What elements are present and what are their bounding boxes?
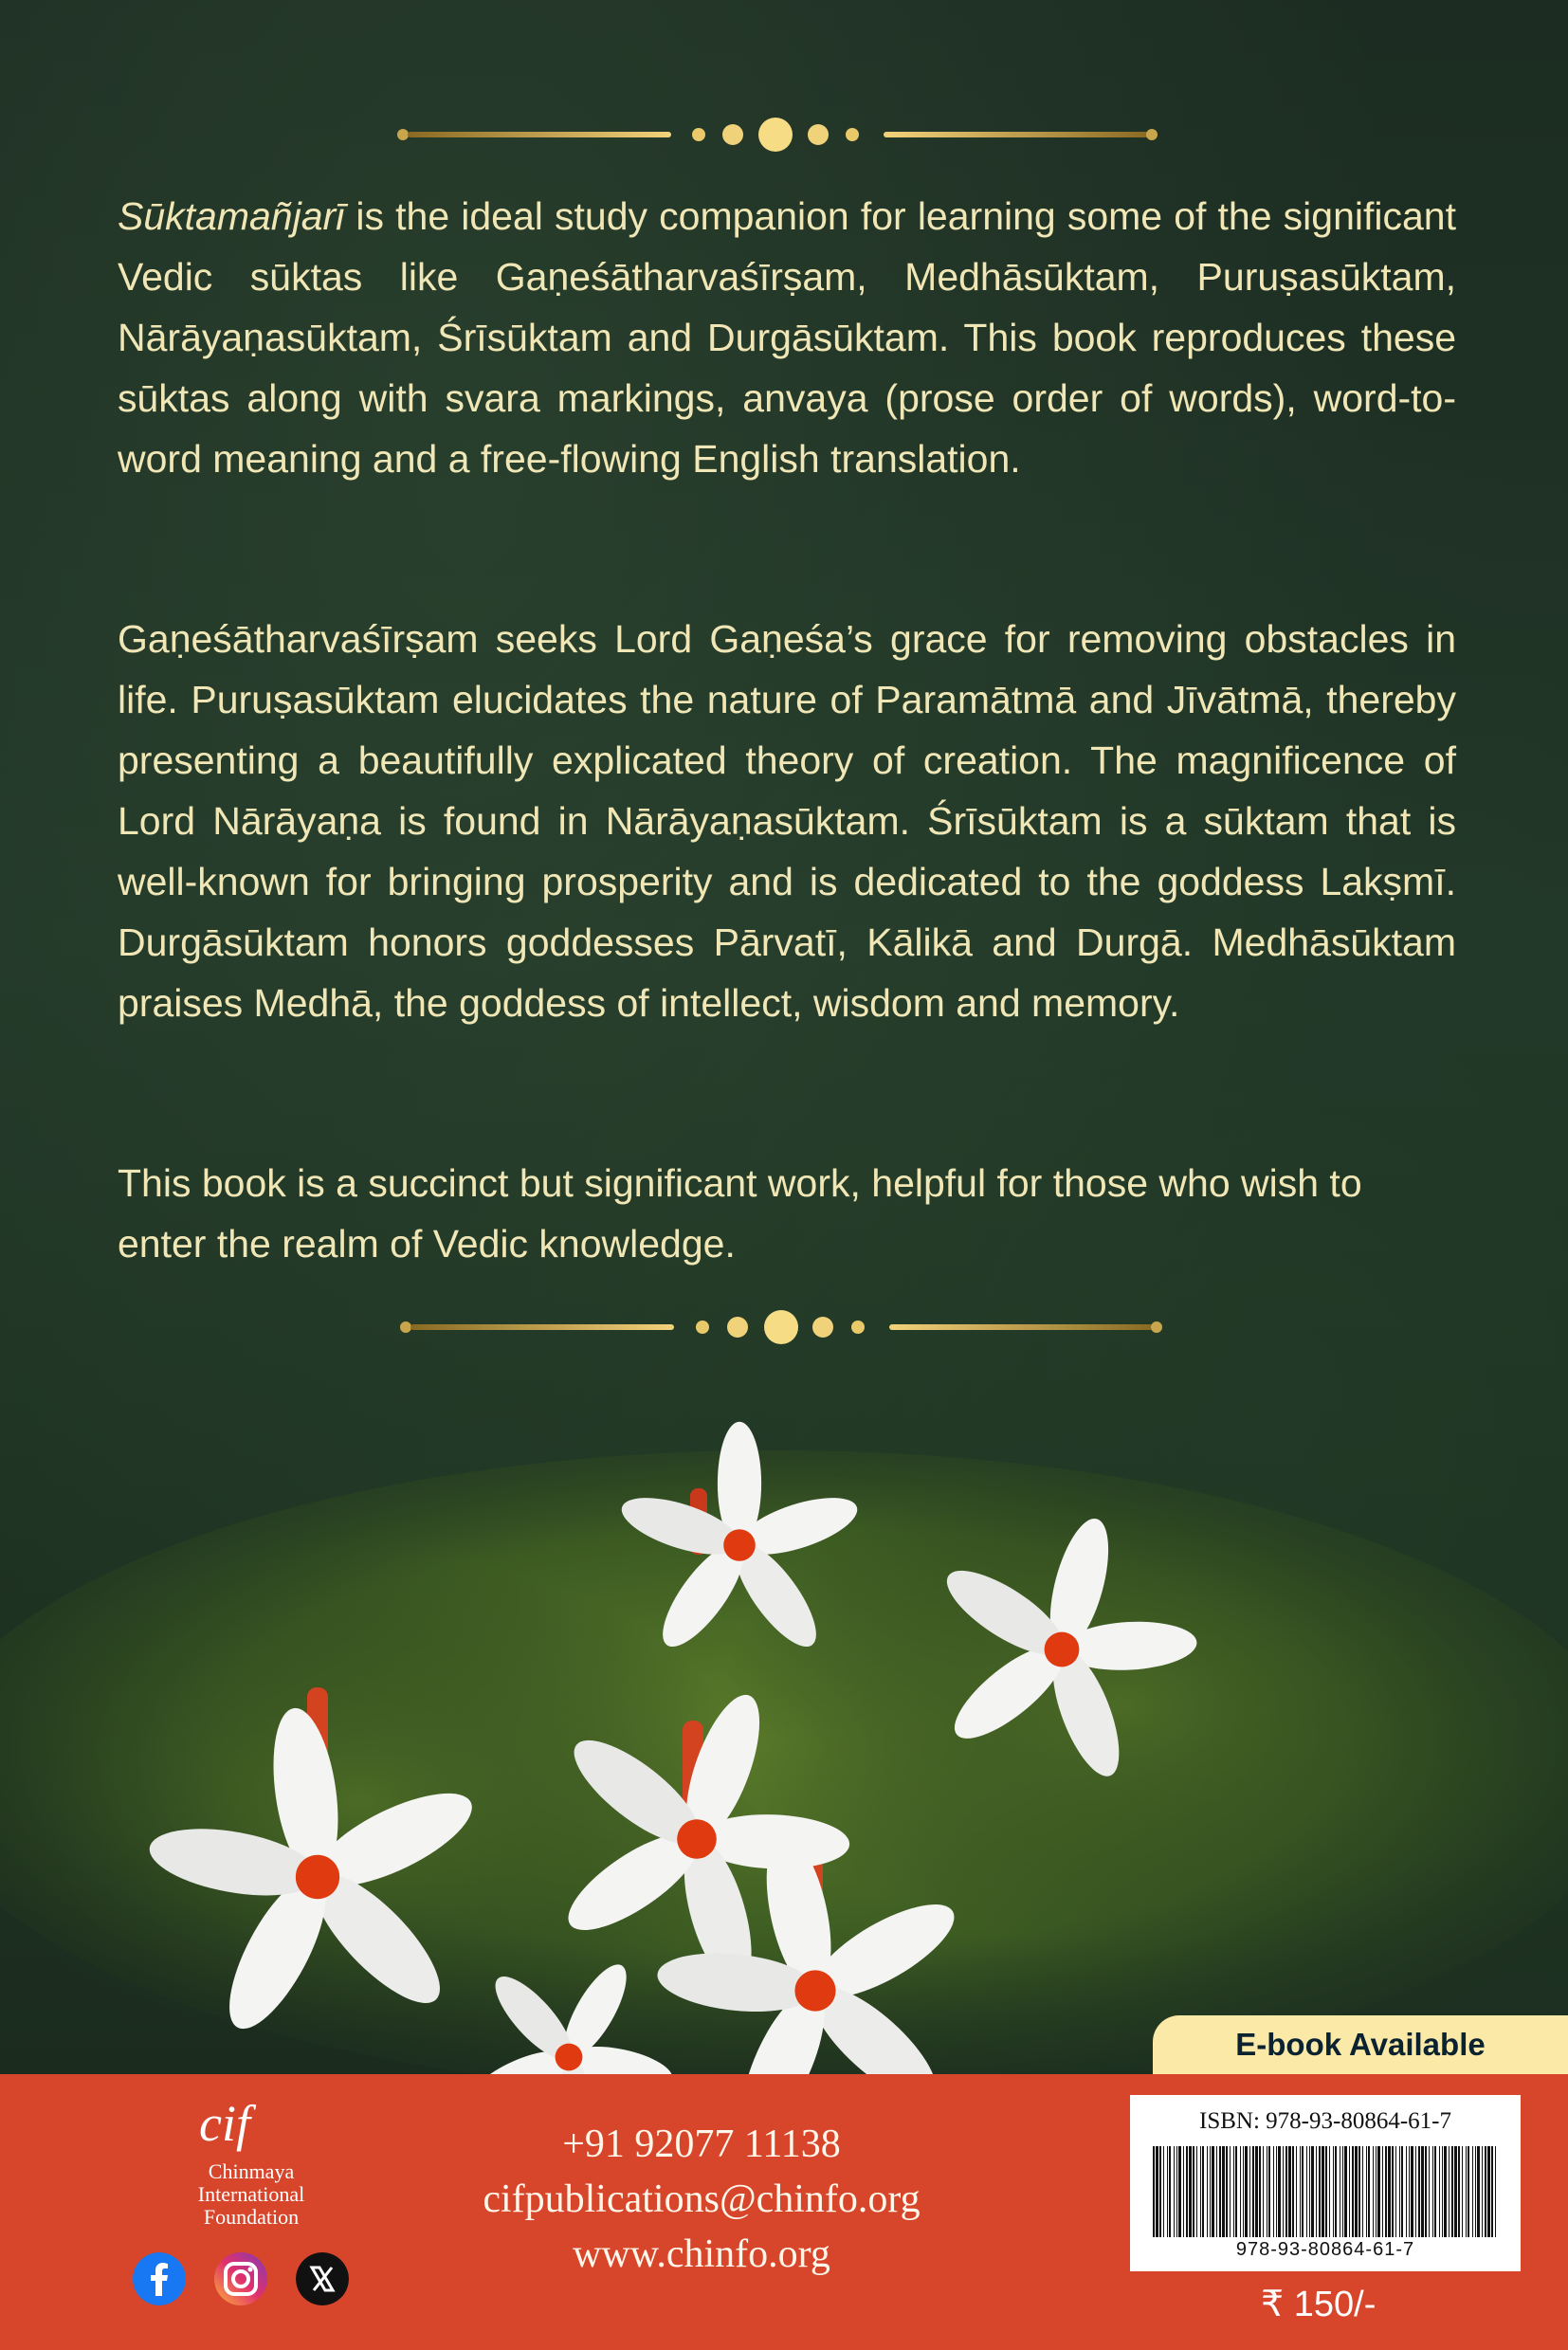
barcode-bar xyxy=(1259,2146,1261,2237)
barcode-bar xyxy=(1429,2146,1430,2237)
barcode-bar xyxy=(1368,2146,1370,2237)
barcode-bar xyxy=(1421,2146,1424,2237)
barcode-bar xyxy=(1174,2146,1175,2237)
barcode-bar xyxy=(1432,2146,1433,2237)
barcode-bar xyxy=(1176,2146,1177,2237)
barcode-bar xyxy=(1418,2146,1420,2237)
barcode-bar xyxy=(1454,2146,1457,2237)
barcode-bar xyxy=(1401,2146,1403,2237)
barcode-bar xyxy=(1311,2146,1314,2237)
barcode-bar xyxy=(1352,2146,1354,2237)
barcode-bar xyxy=(1207,2146,1208,2237)
barcode-bar xyxy=(1316,2146,1317,2237)
barcode-bar xyxy=(1333,2146,1334,2237)
barcode-bar xyxy=(1233,2146,1234,2237)
barcode-bar xyxy=(1485,2146,1486,2237)
barcode-bar xyxy=(1376,2146,1377,2237)
barcode-bar xyxy=(1230,2146,1231,2237)
barcode-bar xyxy=(1466,2146,1467,2237)
barcode-bar xyxy=(1366,2146,1367,2237)
barcode-bar xyxy=(1153,2146,1155,2237)
chinmaya-international-foundation-logo xyxy=(142,2093,360,2235)
barcode-bar xyxy=(1219,2146,1221,2237)
barcode-bar xyxy=(1468,2146,1469,2237)
blurb-paragraph-2: Gaṇeśātharvaśīrṣam seeks Lord Gaṇeśa’s grace for removing obstacles in life. Puruṣasūktam elucidates the nature of Paramātmā and Jīvātmā, thereby presenting a beautifully explicated theory of creation. The magnificence of Lord Nārāyaṇa is found in Nārāyaṇasūktam. Śrīsūktam is a sūktam that is well-known for bringing prosperity and is dedicated to the goddess Lakṣmī. Durgāsūktam honors goddesses Pārvatī, Kālikā and Durgā. Medhāsūktam praises Medhā, the goddess of intellect, wisdom and memory. xyxy=(118,617,1456,1025)
barcode-bar xyxy=(1200,2146,1201,2237)
contact-phone: +91 92077 11138 xyxy=(562,2122,841,2166)
barcode-bar xyxy=(1300,2146,1301,2237)
barcode-bar xyxy=(1409,2146,1410,2237)
blurb-paragraph-3: This book is a succinct but significant work, helpful for those who wish to enter the realm of Vedic knowledge. xyxy=(118,1161,1362,1266)
barcode-bar xyxy=(1252,2146,1254,2237)
barcode-bar xyxy=(1342,2146,1343,2237)
barcode-bar xyxy=(1319,2146,1321,2237)
barcode-bar xyxy=(1276,2146,1277,2237)
barcode-bar xyxy=(1283,2146,1284,2237)
barcode xyxy=(1149,2146,1502,2237)
barcode-bar xyxy=(1477,2146,1480,2237)
barcode-bar xyxy=(1273,2146,1274,2237)
barcode-bar xyxy=(1325,2146,1327,2237)
instagram-icon[interactable] xyxy=(214,2252,267,2305)
barcode-bar xyxy=(1186,2146,1188,2237)
logo-line-2: International xyxy=(197,2182,305,2206)
barcode-bar xyxy=(1189,2146,1192,2237)
barcode-bar xyxy=(1487,2146,1490,2237)
barcode-bar xyxy=(1202,2146,1204,2237)
barcode-bar xyxy=(1288,2146,1291,2237)
barcode-bar xyxy=(1163,2146,1164,2237)
logo-line-1: Chinmaya xyxy=(208,2159,295,2183)
barcode-bar xyxy=(1358,2146,1360,2237)
barcode-bar xyxy=(1406,2146,1407,2237)
barcode-bar xyxy=(1183,2146,1184,2237)
barcode-bar xyxy=(1243,2146,1244,2237)
blurb-paragraph-1 xyxy=(118,186,1456,489)
barcode-bar xyxy=(1415,2146,1416,2237)
isbn-barcode-box xyxy=(1130,2095,1521,2271)
barcode-bar xyxy=(1451,2146,1453,2237)
logo-line-3: Foundation xyxy=(203,2205,300,2229)
barcode-bar xyxy=(1362,2146,1363,2237)
barcode-bar xyxy=(1193,2146,1194,2237)
barcode-bar xyxy=(1159,2146,1161,2237)
barcode-bar xyxy=(1296,2146,1297,2237)
barcode-bar xyxy=(1377,2146,1380,2237)
barcode-bar xyxy=(1216,2146,1217,2237)
barcode-bar xyxy=(1167,2146,1168,2237)
barcode-bar xyxy=(1285,2146,1287,2237)
barcode-bar xyxy=(1306,2146,1307,2237)
barcode-bar xyxy=(1226,2146,1228,2237)
barcode-bar xyxy=(1212,2146,1214,2237)
barcode-bar xyxy=(1388,2146,1391,2237)
barcode-bar xyxy=(1355,2146,1358,2237)
barcode-bar xyxy=(1263,2146,1264,2237)
contact-website[interactable]: www.chinfo.org xyxy=(573,2232,830,2276)
top-ornament xyxy=(0,116,1568,154)
barcode-bar xyxy=(1458,2146,1460,2237)
barcode-bar xyxy=(1210,2146,1211,2237)
barcode-bar xyxy=(1491,2146,1493,2237)
barcode-bar xyxy=(1373,2146,1374,2237)
barcode-bar xyxy=(1178,2146,1181,2237)
barcode-bar xyxy=(1395,2146,1396,2237)
barcode-bar xyxy=(1322,2146,1324,2237)
barcode-bar xyxy=(1278,2146,1281,2237)
bottom-ornament xyxy=(0,1308,1568,1346)
facebook-icon[interactable] xyxy=(133,2252,186,2305)
ebook-available-badge: E-book Available xyxy=(1153,2015,1568,2074)
barcode-bar xyxy=(1392,2146,1394,2237)
barcode-bar xyxy=(1495,2146,1496,2237)
barcode-bar xyxy=(1302,2146,1304,2237)
isbn-number: 978-93-80864-61-7 xyxy=(1235,2239,1415,2260)
barcode-bar xyxy=(1399,2146,1400,2237)
blurb-paragraph-1-text: is the ideal study companion for learning some of the significant Vedic sūktas like Gaṇeśātharvaśīrṣam, Medhāsūktam, Puruṣasūktam, Nārāyaṇasūktam, Śrīsūktam and Durgāsūktam. This book reproduces these sūktas along with svara markings, anvaya (prose order of words), word-to-word meaning and a free-flowing English translation. xyxy=(118,194,1456,481)
x-icon[interactable] xyxy=(296,2252,349,2305)
barcode-bar xyxy=(1169,2146,1171,2237)
barcode-bar xyxy=(1335,2146,1337,2237)
price: ₹ 150/- xyxy=(1261,2285,1377,2324)
barcode-bar xyxy=(1439,2146,1440,2237)
barcode-bar xyxy=(1249,2146,1250,2237)
barcode-bar xyxy=(1349,2146,1350,2237)
barcode-bar xyxy=(1292,2146,1294,2237)
barcode-bar xyxy=(1240,2146,1241,2237)
barcode-bar xyxy=(1156,2146,1158,2237)
barcode-bar xyxy=(1385,2146,1387,2237)
barcode-bar xyxy=(1475,2146,1476,2237)
flowers-on-moss-photo xyxy=(0,1394,1568,2076)
contact-email[interactable]: cifpublications@chinfo.org xyxy=(483,2177,921,2221)
barcode-bar xyxy=(1425,2146,1427,2237)
barcode-bar xyxy=(1444,2146,1447,2237)
isbn-label: ISBN: 978-93-80864-61-7 xyxy=(1199,2108,1451,2134)
barcode-bar xyxy=(1411,2146,1413,2237)
barcode-bar xyxy=(1255,2146,1258,2237)
barcode-bar xyxy=(1196,2146,1197,2237)
barcode-bar xyxy=(1235,2146,1237,2237)
barcode-bar xyxy=(1472,2146,1473,2237)
barcode-bar xyxy=(1434,2146,1436,2237)
logo-mark: cif xyxy=(199,2095,250,2152)
barcode-bar xyxy=(1329,2146,1330,2237)
barcode-bar xyxy=(1382,2146,1383,2237)
barcode-bar xyxy=(1442,2146,1443,2237)
barcode-bar xyxy=(1344,2146,1347,2237)
barcode-bar xyxy=(1268,2146,1270,2237)
barcode-bar xyxy=(1482,2146,1483,2237)
book-title: Sūktamañjarī xyxy=(118,194,345,238)
barcode-bar xyxy=(1462,2146,1463,2237)
barcode-bar xyxy=(1222,2146,1225,2237)
barcode-bar xyxy=(1245,2146,1248,2237)
barcode-bar xyxy=(1309,2146,1310,2237)
